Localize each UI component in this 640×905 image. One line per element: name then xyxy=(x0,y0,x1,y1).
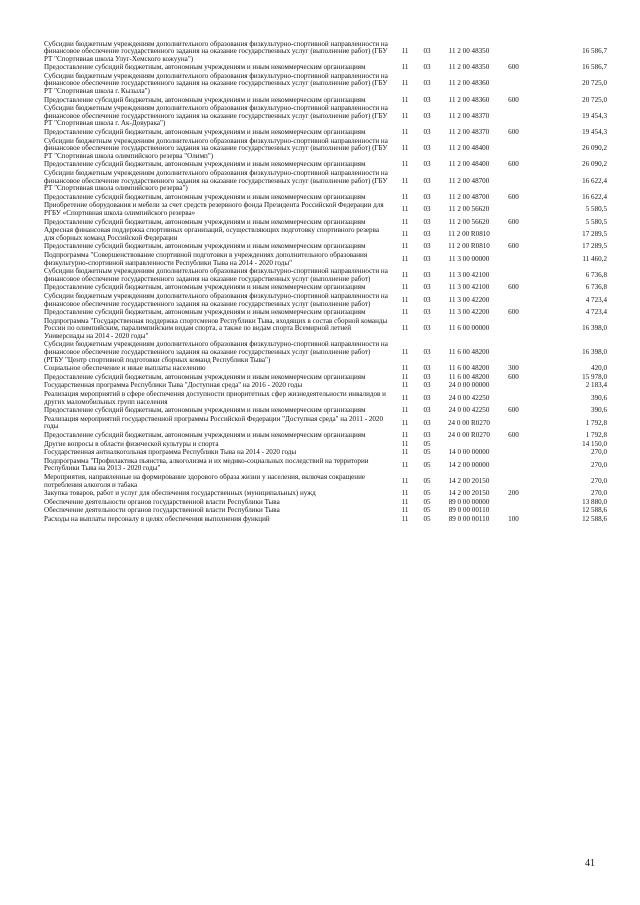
row-name: Предоставление субсидий бюджетным, автономным учреждениям и иным некоммерческим организациям xyxy=(44,160,366,169)
expense-type-code: 600 xyxy=(508,160,519,169)
target-article-code: 11 6 00 48200 xyxy=(448,348,490,357)
subsection-code: 03 xyxy=(423,242,431,251)
row-name: Предоставление субсидий бюджетным, автономным учреждениям и иным некоммерческим организациям xyxy=(44,95,366,104)
amount: 12 588,6 xyxy=(582,514,607,523)
subsection-code: 05 xyxy=(423,497,431,506)
amount: 13 880,0 xyxy=(582,497,607,506)
subsection-code: 05 xyxy=(423,476,431,485)
amount: 19 454,3 xyxy=(582,128,607,137)
expense-type-code: 600 xyxy=(508,217,519,226)
expense-type-code: 600 xyxy=(508,372,519,381)
section-code: 11 xyxy=(401,229,409,238)
expense-type-code xyxy=(500,202,527,218)
section-code: 11 xyxy=(401,364,409,373)
row-name: Предоставление субсидий бюджетным, автономным учреждениям и иным некоммерческим организациям xyxy=(44,128,366,137)
subsection-code: 03 xyxy=(423,128,431,137)
subsection-code: 03 xyxy=(423,229,431,238)
expense-type-code xyxy=(500,105,527,129)
amount: 420,0 xyxy=(591,364,607,373)
subsection-code: 05 xyxy=(423,489,431,498)
subsection-code: 03 xyxy=(423,364,431,373)
target-article-code: 11 6 00 48200 xyxy=(448,364,490,373)
amount: 15 978,0 xyxy=(582,372,607,381)
expense-type-code xyxy=(500,341,527,365)
amount: 6 736,8 xyxy=(585,283,607,292)
expense-type-code xyxy=(500,170,527,194)
target-article-code: 11 3 00 42200 xyxy=(448,308,490,317)
row-name: Подпрограмма "Государственная поддержка спортсменов Республики Тыва, входящих в состав сборной команды России по олимпийским, паралимпийским видам спорта, а также по видам спорта Всемирной летней Универсиады на 2014 - 2020 годы" xyxy=(44,316,388,340)
row-name: Предоставление субсидий бюджетным, автономным учреждениям и иным некоммерческим организациям xyxy=(44,308,366,317)
table-row xyxy=(44,129,607,138)
expense-type-code xyxy=(500,72,527,96)
subsection-code: 03 xyxy=(423,95,431,104)
amount: 1 792,8 xyxy=(585,418,607,427)
expense-type-code xyxy=(500,268,527,284)
row-name: Обеспечение деятельности органов государственной власти Республики Тыва xyxy=(44,506,280,515)
subsection-code: 03 xyxy=(423,372,431,381)
section-code: 11 xyxy=(401,497,409,506)
target-article-code: 11 3 00 00000 xyxy=(448,254,490,263)
section-code: 11 xyxy=(401,381,409,390)
expense-type-code xyxy=(500,251,527,267)
subsection-code: 03 xyxy=(423,406,431,415)
target-article-code: 24 0 00 R0270 xyxy=(448,431,490,439)
section-code: 11 xyxy=(401,242,409,251)
target-article-code: 11 2 00 48360 xyxy=(448,95,490,104)
target-article-code: 89 0 00 00110 xyxy=(448,514,490,523)
table-row xyxy=(44,341,607,365)
subsection-code: 03 xyxy=(423,283,431,292)
target-article-code: 11 2 00 R0810 xyxy=(448,242,490,251)
row-name: Закупка товаров, работ и услуг для обеспечения государственных (муниципальных) нужд xyxy=(44,489,316,498)
table-row xyxy=(44,202,607,218)
amount: 270,0 xyxy=(591,489,607,498)
section-code: 11 xyxy=(401,324,409,333)
subsection-code: 05 xyxy=(423,460,431,469)
section-code: 11 xyxy=(401,217,409,226)
section-code: 11 xyxy=(401,308,409,317)
subsection-code: 03 xyxy=(423,111,431,120)
section-code: 11 xyxy=(401,476,409,485)
section-code: 11 xyxy=(401,192,409,201)
amount: 5 580,5 xyxy=(585,217,607,226)
row-name: Социальное обеспечение и иные выплаты населению xyxy=(44,364,206,373)
expense-type-code: 200 xyxy=(508,489,519,498)
amount: 16 622,4 xyxy=(582,192,607,201)
row-name: Субсидии бюджетным учреждениям дополнительного образования физкультурно-спортивной направленности на финансовое обеспечение государственного задания на оказание государственных услуг (выполнение работ) (РГБУ "Центр спортивной подготовки сборных команд Республики Тыва") xyxy=(44,340,388,364)
target-article-code: 11 2 00 48350 xyxy=(448,63,490,72)
table-row xyxy=(44,473,607,489)
expense-type-code xyxy=(500,457,527,473)
section-code: 11 xyxy=(401,254,409,263)
target-article-code: 89 0 00 00110 xyxy=(448,506,490,515)
section-code: 11 xyxy=(401,431,409,439)
section-code: 11 xyxy=(401,406,409,415)
section-code: 11 xyxy=(401,160,409,169)
section-code: 11 xyxy=(401,393,409,402)
expense-type-code xyxy=(500,473,527,489)
row-name: Предоставление субсидий бюджетным, автономным учреждениям и иным некоммерческим организациям xyxy=(44,431,366,439)
row-name: Реализация мероприятий в сфере обеспечения доступности приоритетных сфер жизнедеятельности инвалидов и других маломобильных групп населения xyxy=(44,390,386,406)
row-name: Предоставление субсидий бюджетным, автономным учреждениям и иным некоммерческим организациям xyxy=(44,242,366,251)
subsection-code: 03 xyxy=(423,348,431,357)
table-row xyxy=(44,268,607,284)
target-article-code: 11 2 00 48700 xyxy=(448,192,490,201)
table-row xyxy=(44,309,607,318)
row-name: Реализация мероприятий государственной программы Российской Федерации "Доступная среда" на 2011 - 2020 годы xyxy=(44,414,384,431)
subsection-code: 05 xyxy=(423,448,431,457)
expense-type-code: 600 xyxy=(508,431,519,439)
amount: 270,0 xyxy=(591,476,607,485)
amount: 19 454,3 xyxy=(582,111,607,120)
subsection-code: 03 xyxy=(423,63,431,72)
amount: 390,6 xyxy=(591,406,607,415)
target-article-code: 11 2 00 R0810 xyxy=(448,229,490,238)
expense-type-code xyxy=(500,498,527,507)
target-article-code: 89 0 00 00000 xyxy=(448,497,490,506)
section-code: 11 xyxy=(401,418,409,427)
row-name: Субсидии бюджетным учреждениям дополнительного образования физкультурно-спортивной направленности на финансовое обеспечение государственного задания на оказание государственных услуг (выполнение работ) xyxy=(44,291,388,308)
subsection-code: 05 xyxy=(423,439,431,448)
row-name: Государственная программа Республики Тыва "Доступная среда" на 2016 - 2020 годы xyxy=(44,381,303,390)
amount: 14 150,0 xyxy=(582,439,607,448)
row-name: Субсидии бюджетным учреждениям дополнительного образования физкультурно-спортивной направленности на финансовое обеспечение государственного задания на оказание государственных услуг (выполнение работ) (ГБУ РТ "Спортивная школа Улуг-Хемского кожууна") xyxy=(44,39,388,63)
section-code: 11 xyxy=(401,270,409,279)
target-article-code: 24 0 00 00000 xyxy=(448,381,490,390)
amount: 5 580,5 xyxy=(585,205,607,214)
row-name: Субсидии бюджетным учреждениям дополнительного образования физкультурно-спортивной направленности на финансовое обеспечение государственного задания на оказание государственных услуг (выполнение работ) xyxy=(44,267,388,283)
expense-type-code xyxy=(500,40,527,64)
row-name: Предоставление субсидий бюджетным, автономным учреждениям и иным некоммерческим организациям xyxy=(44,283,366,292)
amount: 2 183,4 xyxy=(585,381,607,390)
amount: 17 289,5 xyxy=(582,229,607,238)
amount: 26 090,2 xyxy=(582,160,607,169)
expense-type-code xyxy=(500,292,527,308)
row-name: Субсидии бюджетным учреждениям дополнительного образования физкультурно-спортивной направленности на финансовое обеспечение государственного задания на оказание государственных услуг (выполнение работ) (ГБУ РТ "Спортивная школа г. Ак-Довурака") xyxy=(44,104,388,128)
table-row xyxy=(44,457,607,473)
target-article-code: 11 3 00 42100 xyxy=(448,270,490,279)
subsection-code: 03 xyxy=(423,47,431,56)
table-row xyxy=(44,317,607,341)
target-article-code: 11 3 00 42200 xyxy=(448,295,490,304)
subsection-code: 05 xyxy=(423,506,431,515)
target-article-code: 24 0 00 42250 xyxy=(448,406,490,415)
amount: 16 586,7 xyxy=(582,47,607,56)
expense-type-code xyxy=(500,317,527,341)
target-article-code: 11 2 00 48400 xyxy=(448,160,490,169)
table-row xyxy=(44,391,607,407)
subsection-code: 03 xyxy=(423,308,431,317)
row-name: Подпрограмма "Совершенствование спортивной подготовки в учреждениях дополнительного образования физкультурно-спортивной направленности Республики Тыва на 2014 - 2020 годы" xyxy=(44,250,368,267)
amount: 270,0 xyxy=(591,460,607,469)
table-row xyxy=(44,415,607,431)
row-name: Другие вопросы в области физической культуры и спорта xyxy=(44,439,219,448)
target-article-code: 11 2 00 48400 xyxy=(448,144,490,153)
subsection-code: 03 xyxy=(423,254,431,263)
amount: 1 792,8 xyxy=(585,431,607,439)
expense-type-code: 100 xyxy=(508,514,519,523)
table-row xyxy=(44,449,607,458)
section-code: 11 xyxy=(401,295,409,304)
subsection-code: 03 xyxy=(423,270,431,279)
section-code: 11 xyxy=(401,95,409,104)
amount: 4 723,4 xyxy=(585,295,607,304)
amount: 16 398,0 xyxy=(582,324,607,333)
row-name: Государственная антиалкогольная программа Республики Тыва на 2014 - 2020 годы xyxy=(44,448,297,457)
section-code: 11 xyxy=(401,372,409,381)
row-name: Приобретение оборудования и мебели за счет средств резервного фонда Президента Российской Федерации для РГБУ «Спортивная школа олимпийского резерва» xyxy=(44,201,384,217)
section-code: 11 xyxy=(401,111,409,120)
expense-type-code xyxy=(500,227,527,243)
target-article-code: 11 2 00 48350 xyxy=(448,47,490,56)
target-article-code: 24 0 00 42250 xyxy=(448,393,490,402)
row-name: Предоставление субсидий бюджетным, автономным учреждениям и иным некоммерческим организациям xyxy=(44,372,366,381)
expense-type-code xyxy=(500,449,527,458)
subsection-code: 03 xyxy=(423,192,431,201)
amount: 12 588,6 xyxy=(582,506,607,515)
row-name: Мероприятия, направленные на формирование здорового образа жизни у населения, включая сокращение потребления алкоголя и табака xyxy=(44,472,366,489)
row-name: Адресная финансовая поддержка спортивных организаций, осуществляющих подготовку спортивного резерва для сборных команд Российской Федерации xyxy=(44,226,379,242)
expense-type-code xyxy=(500,440,527,449)
section-code: 11 xyxy=(401,489,409,498)
expense-type-code: 600 xyxy=(508,308,519,317)
expense-type-code: 600 xyxy=(508,95,519,104)
expense-type-code: 600 xyxy=(508,192,519,201)
budget-document xyxy=(44,39,607,524)
amount: 11 460,2 xyxy=(582,254,607,263)
row-name: Предоставление субсидий бюджетным, автономным учреждениям и иным некоммерческим организациям xyxy=(44,217,366,226)
target-article-code: 11 2 00 48700 xyxy=(448,176,490,185)
expense-type-code: 600 xyxy=(508,283,519,292)
subsection-code: 03 xyxy=(423,381,431,390)
section-code: 11 xyxy=(401,47,409,56)
page-number: 41 xyxy=(585,858,595,869)
subsection-code: 03 xyxy=(423,418,431,427)
target-article-code: 11 2 00 48370 xyxy=(448,111,490,120)
subsection-code: 03 xyxy=(423,217,431,226)
expense-type-code: 600 xyxy=(508,128,519,137)
expense-type-code: 300 xyxy=(508,364,519,373)
amount: 390,6 xyxy=(591,393,607,402)
section-code: 11 xyxy=(401,63,409,72)
amount: 270,0 xyxy=(591,448,607,457)
target-article-code: 11 2 00 56620 xyxy=(448,205,490,214)
table-row xyxy=(44,170,607,194)
section-code: 11 xyxy=(401,176,409,185)
amount: 16 398,0 xyxy=(582,348,607,357)
table-row xyxy=(44,227,607,243)
budget-table-body xyxy=(44,40,607,524)
amount: 17 289,5 xyxy=(582,242,607,251)
table-row xyxy=(44,251,607,267)
row-name: Субсидии бюджетным учреждениям дополнительного образования физкультурно-спортивной направленности на финансовое обеспечение государственного задания на оказание государственных услуг (выполнение работ) (ГБУ РТ "Спортивная школа г. Кызыла") xyxy=(44,71,388,96)
amount: 6 736,8 xyxy=(585,270,607,279)
target-article-code: 11 6 00 00000 xyxy=(448,324,490,333)
amount: 16 622,4 xyxy=(582,176,607,185)
target-article-code: 11 2 00 48360 xyxy=(448,79,490,88)
subsection-code: 03 xyxy=(423,205,431,214)
table-row xyxy=(44,432,607,441)
subsection-code: 03 xyxy=(423,79,431,88)
table-row xyxy=(44,105,607,129)
table-row xyxy=(44,137,607,161)
subsection-code: 05 xyxy=(423,514,431,523)
row-name: Обеспечение деятельности органов государственной власти Республики Тыва xyxy=(44,497,280,506)
row-name: Субсидии бюджетным учреждениям дополнительного образования физкультурно-спортивной направленности на финансовое обеспечение государственного задания на оказание государственных услуг (выполнение работ) (ГБУ РТ "Спортивная школа олимпийского резерва") xyxy=(44,169,388,193)
table-row xyxy=(44,515,607,524)
section-code: 11 xyxy=(401,283,409,292)
section-code: 11 xyxy=(401,144,409,153)
amount: 20 725,0 xyxy=(582,95,607,104)
section-code: 11 xyxy=(401,439,409,448)
amount: 4 723,4 xyxy=(585,308,607,317)
row-name: Предоставление субсидий бюджетным, автономным учреждениям и иным некоммерческим организациям xyxy=(44,63,366,72)
subsection-code: 03 xyxy=(423,295,431,304)
subsection-code: 03 xyxy=(423,160,431,169)
section-code: 11 xyxy=(401,506,409,515)
expense-type-code xyxy=(500,415,527,431)
expense-type-code: 600 xyxy=(508,406,519,415)
subsection-code: 03 xyxy=(423,176,431,185)
target-article-code: 14 2 00 00000 xyxy=(448,460,490,469)
expense-type-code: 600 xyxy=(508,63,519,72)
row-name: Субсидии бюджетным учреждениям дополнительного образования физкультурно-спортивной направленности на финансовое обеспечение государственного задания на оказание государственных услуг (выполнение работ) (ГБУ РТ "Спортивная школа олимпийского резерва "Олимп") xyxy=(44,136,388,160)
target-article-code: 14 0 00 00000 xyxy=(448,448,490,457)
section-code: 11 xyxy=(401,514,409,523)
expense-type-code: 600 xyxy=(508,242,519,251)
subsection-code: 03 xyxy=(423,324,431,333)
section-code: 11 xyxy=(401,79,409,88)
amount: 26 090,2 xyxy=(582,144,607,153)
section-code: 11 xyxy=(401,348,409,357)
expense-type-code xyxy=(500,382,527,391)
row-name: Предоставление субсидий бюджетным, автономным учреждениям и иным некоммерческим организациям xyxy=(44,406,366,415)
expense-type-code xyxy=(500,391,527,407)
section-code: 11 xyxy=(401,460,409,469)
subsection-code: 03 xyxy=(423,393,431,402)
row-name: Подпрограмма "Профилактика пьянства, алкоголизма и их медико-социальных последствий на территории Республики Тыва на 2013 - 2020 годы" xyxy=(44,456,369,473)
target-article-code: 11 2 00 48370 xyxy=(448,128,490,137)
target-article-code: 14 2 00 20150 xyxy=(448,476,490,485)
table-row xyxy=(44,40,607,64)
row-name: Расходы на выплаты персоналу в целях обеспечения выполнения функций xyxy=(44,514,270,523)
target-article-code: 11 3 00 42100 xyxy=(448,283,490,292)
target-article-code: 24 0 00 R0270 xyxy=(448,418,490,427)
subsection-code: 03 xyxy=(423,431,431,439)
table-row xyxy=(44,292,607,308)
target-article-code: 11 6 00 48200 xyxy=(448,372,490,381)
table-row xyxy=(44,72,607,96)
target-article-code: 14 2 00 20150 xyxy=(448,489,490,498)
section-code: 11 xyxy=(401,128,409,137)
subsection-code: 03 xyxy=(423,144,431,153)
target-article-code: 11 2 00 56620 xyxy=(448,217,490,226)
expense-type-code xyxy=(500,137,527,161)
budget-table xyxy=(44,40,607,524)
amount: 16 586,7 xyxy=(582,63,607,72)
amount: 20 725,0 xyxy=(582,79,607,88)
row-name: Предоставление субсидий бюджетным, автономным учреждениям и иным некоммерческим организациям xyxy=(44,192,366,201)
section-code: 11 xyxy=(401,448,409,457)
table-row xyxy=(44,490,607,499)
section-code: 11 xyxy=(401,205,409,214)
